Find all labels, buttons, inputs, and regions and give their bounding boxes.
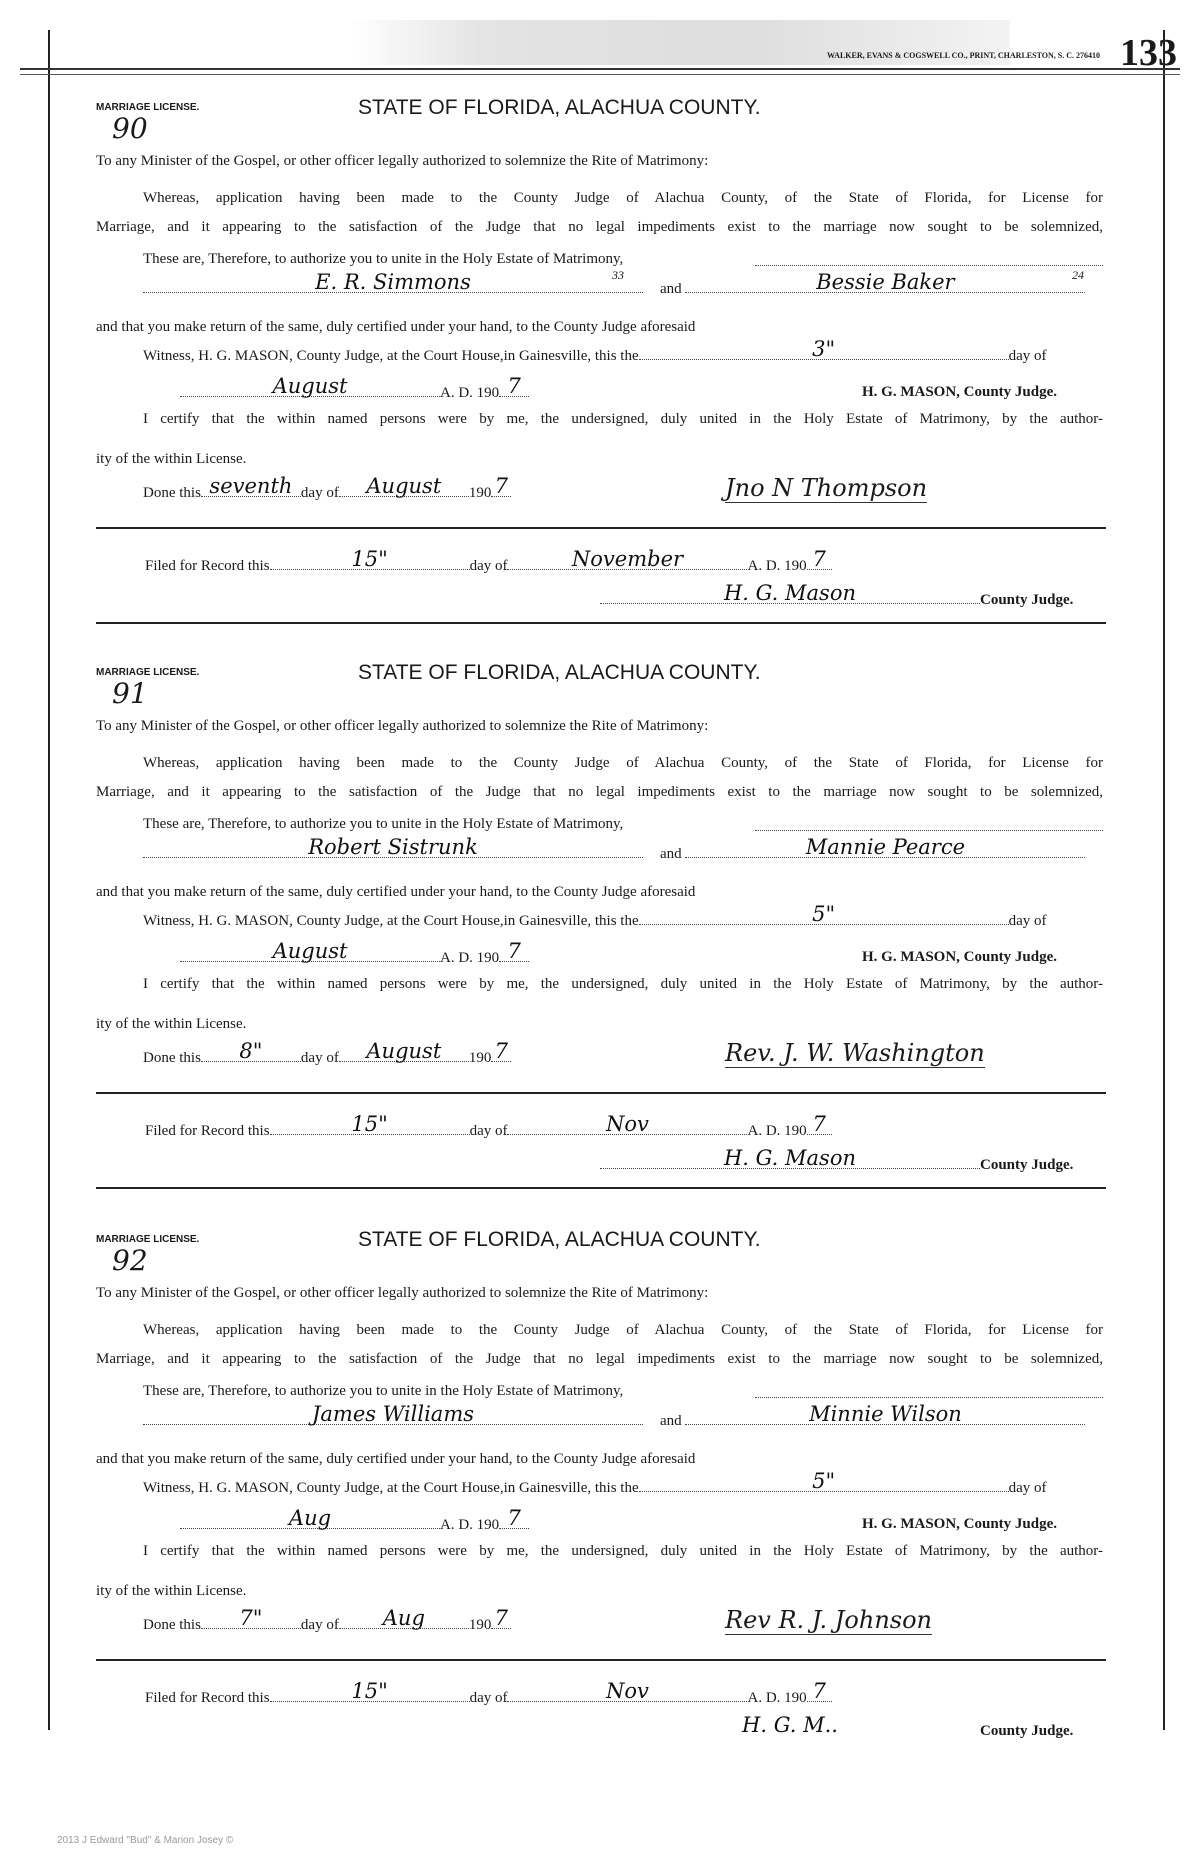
filed-day-field [270,547,470,571]
filed-text: Filed for Record this [145,1123,270,1139]
day-field [639,337,1009,361]
done-this-text: Done this [143,1617,201,1633]
license-label: MARRIAGE LICENSE. [96,667,200,678]
filed-day: 15" [351,1679,388,1703]
clerk-field [600,581,980,605]
whereas-line-2: Marriage, and it appearing to the satisfaction of the Judge that no legal impediments exist to the marriage now sought to be solemnized, [96,1351,1103,1367]
year-field [499,374,529,398]
done-year-field [491,474,511,498]
filed-year: 7 [812,547,826,571]
filed-day: 15" [351,1112,388,1136]
done-day-field [201,474,301,498]
top-rule [20,68,1180,75]
groom-field [143,1402,643,1426]
month-field [180,939,440,963]
filed-year: 7 [812,1112,826,1136]
license-day: 5" [812,902,836,926]
done-year: 7 [494,1039,509,1063]
county-judge-text: County Judge. [980,1723,1074,1739]
filed-year-field [807,547,832,571]
year-field [499,939,529,963]
license-year: 7 [507,1506,521,1530]
filed-month: November [571,547,684,571]
bride-field [685,1402,1085,1426]
whereas-line-1: Whereas, application having been made to the County Judge of Alachua County, of the State of Florida, for License for [143,190,1103,206]
done-day: 8" [239,1039,263,1063]
license-year: 7 [507,939,521,963]
year-prefix: 190 [468,485,492,501]
these-are-text: These are, Therefore, to authorize you to unite in the Holy Estate of Matrimony, [143,251,624,267]
groom-name: James Williams [311,1402,475,1426]
clerk-signature: H. G. M.. [742,1713,838,1737]
and-text: and [660,1413,682,1429]
license-month: Aug [288,1506,332,1530]
bride-name: Mannie Pearce [805,835,966,859]
filed-day-field [270,1679,470,1703]
done-year: 7 [494,474,509,498]
filed-year: 7 [812,1679,826,1703]
done-day-field [201,1606,301,1630]
clerk-field [600,1146,980,1170]
witness-text: Witness, H. G. MASON, County Judge, at the Court House,in Gainesville, this the [143,1480,639,1496]
officiant-signature: Rev. J. W. Washington [725,1039,985,1067]
county-judge-text: County Judge. [980,1157,1074,1173]
groom-name: E. R. Simmons [315,270,471,294]
license-month: August [272,939,348,963]
license-title: STATE OF FLORIDA, ALACHUA COUNTY. [358,661,761,684]
year-field [499,1506,529,1530]
and-text: and [660,281,682,297]
license-day: 5" [812,1469,836,1493]
license-year: 7 [507,374,521,398]
return-text: and that you make return of the same, duly certified under your hand, to the County Judge aforesaid [96,884,696,900]
filed-month-field [507,547,747,571]
filed-day: 15" [351,547,388,571]
clerk-field [600,1713,980,1737]
bride-field [685,835,1085,859]
filed-month-field [507,1679,747,1703]
officiant-signature: Rev R. J. Johnson [725,1606,933,1634]
bride-age: 24 [1072,268,1084,282]
intro-text: To any Minister of the Gospel, or other officer legally authorized to solemnize the Rite of Matrimony: [96,153,709,169]
done-month-field [339,474,469,498]
license-label: MARRIAGE LICENSE. [96,1234,200,1245]
judge-text: H. G. MASON, County Judge. [862,384,1058,400]
done-month-field [339,1606,469,1630]
return-text: and that you make return of the same, duly certified under your hand, to the County Judge aforesaid [96,1451,696,1467]
groom-field [143,835,643,859]
month-field [180,1506,440,1530]
license-number: 92 [112,1244,148,1277]
filed-year-field [807,1679,832,1703]
clerk-signature: H. G. Mason [723,581,856,605]
filed-month-field [507,1112,747,1136]
fill-line [755,816,1103,831]
license-bottom-rule [96,1187,1106,1189]
day-of-short-text: day of [300,1050,339,1066]
license-title: STATE OF FLORIDA, ALACHUA COUNTY. [358,1228,761,1251]
filed-ad: A. D. 190 [747,1123,807,1139]
done-month: August [366,1039,442,1063]
ad-text: A. D. 190 [440,1517,500,1533]
copyright-footer: 2013 J Edward "Bud" & Marion Josey © [57,1835,234,1846]
intro-text: To any Minister of the Gospel, or other officer legally authorized to solemnize the Rite of Matrimony: [96,718,709,734]
certify-line-1: I certify that the within named persons were by me, the undersigned, duly united in the Holy Estate of Matrimony, by the author- [143,1543,1103,1559]
divider [96,1092,1106,1094]
day-field [639,1469,1009,1493]
fill-line [755,251,1103,266]
license-bottom-rule [96,622,1106,624]
page-number: 133 [1120,32,1177,74]
printer-imprint: WALKER, EVANS & COGSWELL CO., PRINT, CHARLESTON, S. C. 276410 [827,51,1100,60]
judge-text: H. G. MASON, County Judge. [862,949,1058,965]
done-year-field [491,1039,511,1063]
day-of-text: day of [1008,348,1047,364]
done-day-field [201,1039,301,1063]
marriage-license [0,1228,1200,1788]
done-month: Aug [382,1606,425,1630]
groom-name: Robert Sistrunk [308,835,478,859]
ad-text: A. D. 190 [440,385,500,401]
officiant-signature: Jno N Thompson [725,474,928,502]
done-day: seventh [209,474,293,498]
license-number: 91 [112,677,148,710]
whereas-line-1: Whereas, application having been made to the County Judge of Alachua County, of the State of Florida, for License for [143,755,1103,771]
filed-ad: A. D. 190 [747,1690,807,1706]
bride-name: Minnie Wilson [809,1402,962,1426]
day-of-short-text: day of [300,1617,339,1633]
certify-line-2: ity of the within License. [96,1016,247,1032]
whereas-line-2: Marriage, and it appearing to the satisfaction of the Judge that no legal impediments exist to the marriage now sought to be solemnized, [96,784,1103,800]
certify-line-2: ity of the within License. [96,1583,247,1599]
return-text: and that you make return of the same, duly certified under your hand, to the County Judge aforesaid [96,319,696,335]
these-are-text: These are, Therefore, to authorize you to unite in the Holy Estate of Matrimony, [143,1383,624,1399]
clerk-signature: H. G. Mason [723,1146,856,1170]
done-year-field [491,1606,511,1630]
marriage-license [0,661,1200,1221]
whereas-line-1: Whereas, application having been made to the County Judge of Alachua County, of the State of Florida, for License for [143,1322,1103,1338]
bride-name: Bessie Baker [816,270,955,294]
month-field [180,374,440,398]
groom-age: 33 [612,268,624,282]
county-judge-text: County Judge. [980,592,1074,608]
done-this-text: Done this [143,1050,201,1066]
ad-text: A. D. 190 [440,950,500,966]
day-of-text: day of [1008,913,1047,929]
filed-ad: A. D. 190 [747,558,807,574]
whereas-line-2: Marriage, and it appearing to the satisfaction of the Judge that no legal impediments exist to the marriage now sought to be solemnized, [96,219,1103,235]
fill-line [755,1383,1103,1398]
filed-day-of: day of [469,1690,508,1706]
done-day: 7" [239,1606,263,1630]
license-month: August [272,374,348,398]
done-this-text: Done this [143,485,201,501]
witness-text: Witness, H. G. MASON, County Judge, at the Court House,in Gainesville, this the [143,348,639,364]
marriage-license [0,96,1200,656]
done-month: August [366,474,442,498]
day-of-text: day of [1008,1480,1047,1496]
done-year: 7 [494,1606,509,1630]
license-number: 90 [112,112,148,145]
filed-text: Filed for Record this [145,558,270,574]
day-of-short-text: day of [300,485,339,501]
year-prefix: 190 [468,1050,492,1066]
and-text: and [660,846,682,862]
license-day: 3" [812,337,836,361]
filed-year-field [807,1112,832,1136]
intro-text: To any Minister of the Gospel, or other officer legally authorized to solemnize the Rite of Matrimony: [96,1285,709,1301]
day-field [639,902,1009,926]
done-month-field [339,1039,469,1063]
certify-line-2: ity of the within License. [96,451,247,467]
these-are-text: These are, Therefore, to authorize you to unite in the Holy Estate of Matrimony, [143,816,624,832]
judge-text: H. G. MASON, County Judge. [862,1516,1058,1532]
filed-month: Nov [606,1679,649,1703]
license-title: STATE OF FLORIDA, ALACHUA COUNTY. [358,96,761,119]
divider [96,1659,1106,1661]
filed-month: Nov [606,1112,649,1136]
filed-text: Filed for Record this [145,1690,270,1706]
filed-day-field [270,1112,470,1136]
certify-line-1: I certify that the within named persons were by me, the undersigned, duly united in the Holy Estate of Matrimony, by the author- [143,976,1103,992]
filed-day-of: day of [469,1123,508,1139]
filed-day-of: day of [469,558,508,574]
witness-text: Witness, H. G. MASON, County Judge, at the Court House,in Gainesville, this the [143,913,639,929]
license-label: MARRIAGE LICENSE. [96,102,200,113]
certify-line-1: I certify that the within named persons were by me, the undersigned, duly united in the Holy Estate of Matrimony, by the author- [143,411,1103,427]
year-prefix: 190 [468,1617,492,1633]
divider [96,527,1106,529]
